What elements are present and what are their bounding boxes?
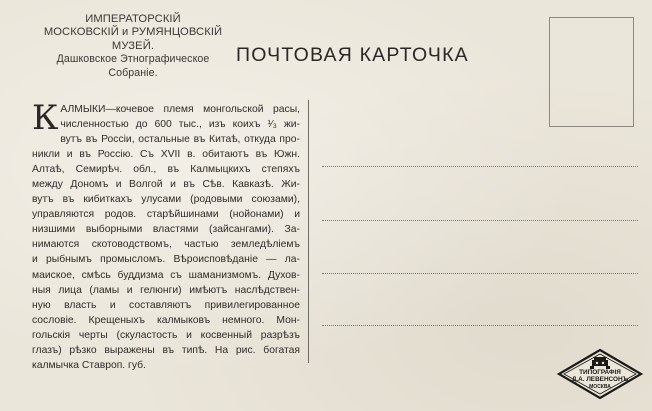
text-line: Алтаѣ, Семирѣч. обл., въ Калмыцкихъ степяхъ	[32, 164, 300, 176]
museum-line-5: Собраніе.	[108, 66, 158, 79]
text-line: низшими выборными властями (зайсангами). За-	[32, 224, 300, 236]
text-line: вутъ въ Россіи, остальные въ Китаѣ, откуда про-	[60, 134, 300, 146]
text-line: вутъ въ кибиткахъ улусами (родовыми союзами),	[32, 194, 300, 206]
text-line: ную власть и составляютъ привилегированное	[32, 299, 300, 311]
publisher-mark	[557, 349, 643, 399]
text-line: никли и въ Россію. Съ XVII в. обитаютъ въ Южн.	[32, 149, 300, 161]
publisher-name-line-2: Д.А. ЛЕВЕНСОНЪ	[571, 376, 629, 383]
text-line: и рыбнымъ промысломъ. Вѣроисповѣданіе — ла-	[32, 254, 300, 266]
text-line: ныя лица (ламы и гелюнги) имѣютъ наслѣдствен-	[32, 284, 300, 296]
museum-line-4: Дашковское Этнографическое	[56, 53, 210, 66]
text-line: маиское, смѣсь буддизма съ шаманизмомъ. Духов-	[32, 269, 300, 281]
stamp-placeholder-box	[549, 17, 634, 127]
address-line-1	[322, 166, 638, 167]
drop-cap-letter: К	[32, 98, 59, 138]
text-line: гольскія черты (скуластость и косвенный разрѣзъ	[32, 329, 300, 341]
museum-line-2: МОСКОВСКІЙ и РУМЯНЦОВСКІЙ	[43, 26, 223, 39]
museum-line-3: МУЗЕЙ.	[111, 39, 155, 52]
address-line-2	[322, 220, 638, 221]
museum-line-1: ИМПЕРАТОРСКІЙ	[85, 13, 181, 25]
postcard-title: ПОЧТОВАЯ КАРТОЧКА	[236, 44, 469, 66]
text-line: калмычка Ставроп. губ.	[32, 359, 146, 371]
text-line: численностью до 600 тыс., изъ коихъ ¹⁄₃ жи-	[60, 119, 300, 131]
address-line-3	[322, 273, 638, 274]
publisher-city: МОСКВА	[589, 384, 611, 390]
text-line: между Дономъ и Волгой и въ Сѣв. Кавказѣ. Жи-	[32, 179, 300, 191]
text-line: нимаются скотоводствомъ, частью земледѣліемъ	[32, 239, 300, 251]
vertical-divider	[308, 100, 309, 363]
text-line: глазъ) рѣзко выражены въ типѣ. На рис. богатая	[32, 344, 300, 356]
publisher-name-line-1: ТИПОГРАФІЯ	[579, 369, 621, 376]
museum-header	[40, 13, 226, 80]
address-line-4	[322, 325, 638, 326]
description-text	[32, 98, 300, 373]
text-line: АЛМЫКИ—кочевое племя монгольской расы,	[60, 104, 300, 115]
text-line: сословіе. Крещеныхъ калмыковъ немного. Мон-	[32, 314, 300, 326]
text-line: управляются родов. старѣйшинами (нойонами) и	[32, 209, 300, 221]
